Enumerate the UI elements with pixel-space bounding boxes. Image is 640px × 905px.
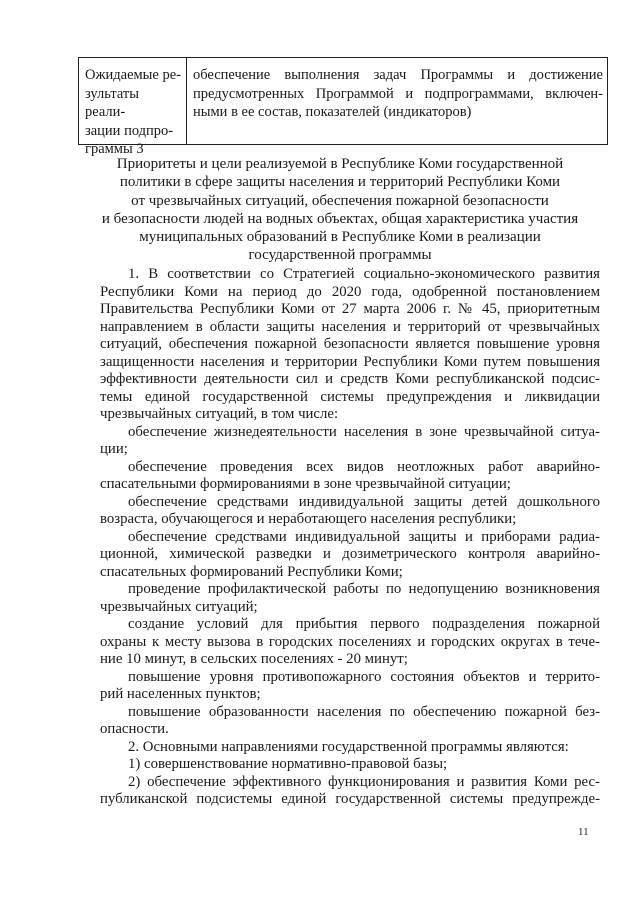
heading-line: государственной программы — [248, 247, 432, 264]
body-line: 1) совершенствование нормативно-правовой базы; — [128, 756, 448, 772]
body-line: обеспечение проведения всех видов неотложных работ аварийно- — [128, 458, 600, 475]
heading-line: политики в сфере защиты населения и территорий Республики Коми — [119, 174, 561, 191]
table-label-line: зультаты реали- — [85, 85, 139, 120]
table-label-line: зации подпро- — [85, 122, 174, 139]
body-line: спасательных формирований Республики Коми; — [100, 563, 403, 580]
table-value-line: ными в ее состав, показателей (индикаторов) — [193, 104, 472, 120]
page-number: 11 — [578, 826, 589, 838]
body-line: спасательными формированиями в зоне чрезвычайной ситуации; — [100, 476, 511, 492]
body-line: охраны к месту вызова в городских поселениях и городских округах в тече- — [100, 633, 600, 650]
body-line: ние 10 минут, в сельских поселениях - 20 минут; — [100, 651, 408, 667]
heading-line: Приоритеты и цели реализуемой в Республике Коми государственной — [116, 156, 564, 172]
table-label-line: Ожидаемые ре- — [85, 67, 181, 83]
body-line: обеспечение средствами индивидуальной защиты детей дошкольного — [128, 493, 600, 510]
section-heading — [80, 155, 600, 265]
heading-line: от чрезвычайных ситуаций, обеспечения пожарной безопасности — [131, 192, 549, 209]
table-value-line: предусмотренных Программой и подпрограммами, включен- — [193, 85, 603, 102]
body-line: ции; — [100, 441, 128, 457]
body-line: 2) обеспечение эффективного функционирования и развития Коми рес- — [128, 773, 600, 790]
body-line: ционной, химической разведки и дозиметрического контроля аварийно- — [100, 546, 600, 562]
body-line: рий населенных пунктов; — [100, 686, 261, 702]
body-line: публиканской подсистемы единой государственной системы предупрежде- — [100, 791, 600, 807]
body-line: обеспечение средствами индивидуальной защиты и приборами радиа- — [128, 528, 600, 545]
body-line: повышение образованности населения по обеспечению пожарной без- — [128, 703, 600, 720]
body-line: возраста, обучающегося и неработающего населения республики; — [100, 511, 517, 527]
body-line: обеспечение жизнедеятельности населения в зоне чрезвычайной ситуа- — [128, 423, 600, 440]
body-text — [100, 266, 600, 809]
body-line: чрезвычайных ситуаций; — [100, 598, 258, 615]
expected-results-table — [78, 57, 608, 157]
body-line: 2. Основными направлениями государственной программы являются: — [128, 738, 569, 755]
body-line: повышение уровня противопожарного состояния объектов и террито- — [128, 668, 600, 685]
body-line: Правительства Республики Коми от 27 марта 2006 г. № 45, приоритетным — [100, 301, 600, 317]
body-line: темы единой государственной системы предупреждения и ликвидации — [100, 388, 600, 405]
table-value-line: обеспечение выполнения задач Программы и достижение — [193, 67, 603, 83]
body-line: Республики Коми на период до 2020 года, одобренной постановлением — [100, 283, 600, 300]
heading-line: и безопасности людей на водных объектах, общая характеристика участия — [101, 210, 579, 227]
body-line: направлением в области защиты населения и территорий от чрезвычайных — [100, 318, 600, 335]
table-label-line: граммы 3 — [85, 141, 144, 157]
body-line: эффективности деятельности сил и средств Коми республиканской подсис- — [100, 371, 600, 387]
body-line: опасности. — [100, 721, 169, 737]
table-value-cell — [187, 58, 607, 144]
body-line: 1. В соответствии со Стратегией социально-экономического развития — [128, 266, 600, 282]
body-line: проведение профилактической работы по недопущению возникновения — [128, 581, 600, 597]
table-label-cell — [79, 58, 187, 157]
body-line: создание условий для прибытия первого подразделения пожарной — [128, 616, 600, 632]
body-line: защищенности населения и территории Республики Коми путем повышения — [100, 353, 600, 370]
body-line: ситуаций, обеспечения пожарной безопасности является повышение уровня — [100, 336, 600, 352]
body-line: чрезвычайных ситуаций, в том числе: — [100, 406, 339, 422]
heading-line: муниципальных образований в Республике Коми в реализации — [139, 229, 541, 246]
